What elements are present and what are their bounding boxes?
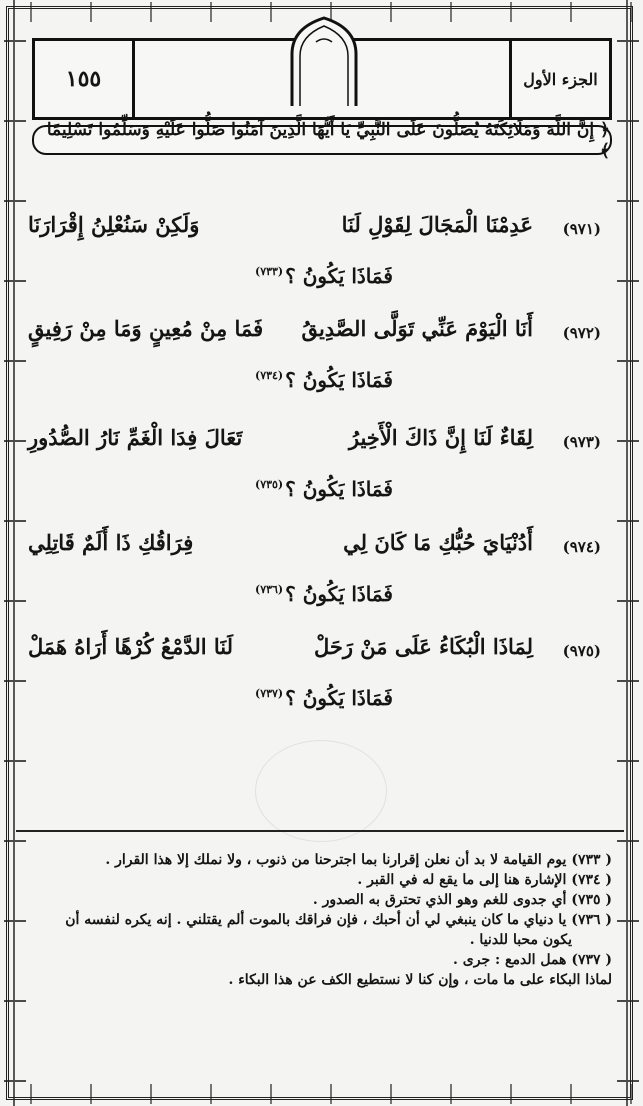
verse-number: (٩٧٤) [562,538,601,556]
verse-second-hemistich: فَمَا مِنْ مُعِينٍ وَمَا مِنْ رَفِيقٍ [28,316,264,341]
refrain-text: فَمَاذَا يَكُونُ ؟ [285,368,393,392]
verse-second-hemistich: تَعَالَ فِدَا الْغَمِّ نَارُ الصُّدُورِ [28,425,243,450]
crescent-emblem-icon [288,14,360,106]
refrain-text: فَمَاذَا يَكُونُ ؟ [285,686,393,710]
footnotes [22,850,612,990]
verse-refrain [255,582,393,606]
footnote-line: ( ٧٣٤) الإشارة هنا إلى ما يقع له في القبر . [357,872,612,888]
verse-first-hemistich: عَدِمْنَا الْمَجَالَ لِقَوْلِ لَنَا [341,212,533,237]
verse-second-hemistich: فِرَاقُكِ ذَا أَلَمٌ قَاتِلِي [28,530,194,555]
verse-first-hemistich: أَدُنْيَايَ حُبُّكِ مَا كَانَ لِي [343,530,533,555]
footnote-divider [16,830,624,832]
verse-refrain [255,686,393,710]
verse-number: (٩٧٥) [562,642,601,660]
footnote-line: ( ٧٣٧) همل الدمع : جرى . [453,952,612,968]
verse-refrain [255,368,393,392]
verse-refrain [255,264,393,288]
refrain-text: فَمَاذَا يَكُونُ ؟ [285,582,393,606]
footnote-line: ( ٧٣٣) يوم القيامة لا بد أن نعلن إقرارنا بما اجترحنا من ذنوب ، ولا نملك إلا هذا القرار . [105,852,612,868]
verse-second-hemistich: وَلَكِنْ سَنُعْلِنُ إِقْرَارَنَا [28,212,200,237]
part-title: الجزء الأول [509,41,609,117]
footnote-line: يكون محبا للدنيا . [469,932,572,948]
footnote-line: ( ٧٣٦) يا دنياي ما كان ينبغي لي أن أحبك ، فإن فراقك بالموت ألم يقتلني . إنه يكره لنفسه أن [65,912,612,928]
quran-verse-banner: ﴿ إِنَّ اللَّهَ وَمَلَائِكَتَهُ يُصَلُّونَ عَلَى النَّبِيِّ يَا أَيُّهَا الَّذِينَ آمَنُوا صَلُّوا عَلَيْهِ وَسَلِّمُوا تَسْلِيمًا ﴾ [32,125,612,155]
footnote-marker: (٧٣٦) [254,583,284,597]
footnote-marker: (٧٣٣) [254,265,284,279]
refrain-text: فَمَاذَا يَكُونُ ؟ [285,264,393,288]
page-number: ١٥٥ [35,41,135,117]
footnote-marker: (٧٣٤) [254,369,284,383]
footnote-marker: (٧٣٥) [254,478,284,492]
footnote-line: لماذا البكاء على ما مات ، وإن كنا لا نستطيع الكف عن هذا البكاء . [228,972,612,988]
verse-number: (٩٧٢) [562,324,601,342]
verse-first-hemistich: لِمَاذَا الْبُكَاءُ عَلَى مَنْ رَحَلْ [313,634,533,659]
verse-first-hemistich: لِقَاءٌ لَنَا إِنَّ ذَاكَ الْأَخِيرُ [348,425,533,450]
footnote-marker: (٧٣٧) [254,687,284,701]
verse-second-hemistich: لَنَا الدَّمْعُ كُرْهًا أَرَاهُ هَمَلْ [28,634,234,659]
verse-first-hemistich: أَنَا الْيَوْمَ عَنِّي تَوَلَّى الصَّدِيقُ [301,316,533,341]
background-watermark [255,740,387,842]
verse-number: (٩٧١) [562,220,601,238]
verse-refrain [255,477,393,501]
footnote-line: ( ٧٣٥) أي جدوى للغم وهو الذي تحترق به الصدور . [312,892,612,908]
refrain-text: فَمَاذَا يَكُونُ ؟ [285,477,393,501]
verse-number: (٩٧٣) [562,433,601,451]
